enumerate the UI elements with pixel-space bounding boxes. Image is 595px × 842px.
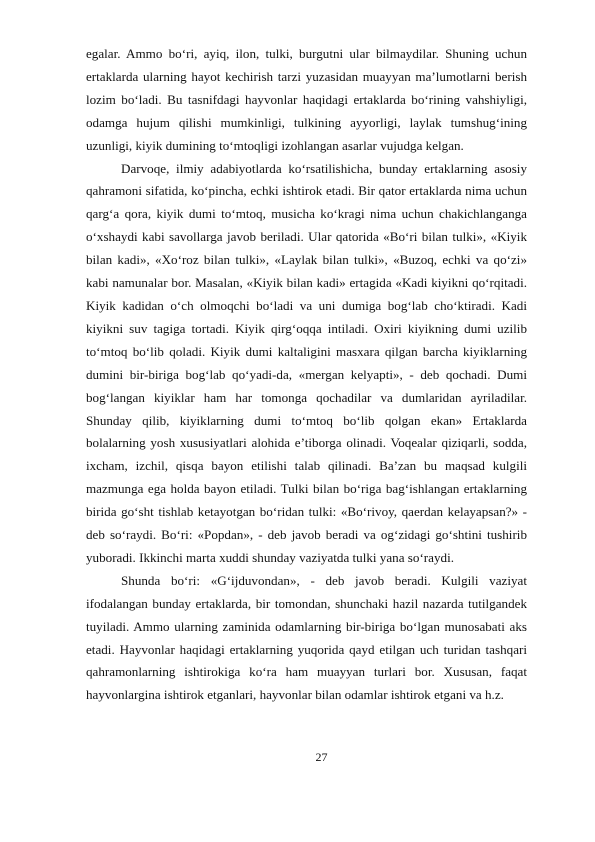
paragraph: Darvoqe, ilmiy adabiyotlarda ko‘rsatilishicha, bunday ertaklarning asosiy qahramoni sifatida, ko‘pincha, echki ishtirok etadi. Bir qator ertaklarda nima uchun qarg‘a qora, kiyik dumi to‘mtoq, musicha ko‘kragi nima uchun chakichlanganga o‘xshaydi kabi savollarga javob beriladi. Ular qatorida «Bo‘ri bilan tulki», «Kiyik bilan kadi», «Xo‘roz bilan tulki», «Laylak bilan tulki», «Buzoq, echki va qo‘zi» kabi namunalar bor. Masalan, «Kiyik bilan kadi» ertagida «Kadi kiyikni qo‘rqitadi. Kiyik kadidan o‘ch olmoqchi bo‘ladi va uni dumiga bog‘lab cho‘ktiradi. Kadi kiyikni suv tagiga tortadi. Kiyik qirg‘oqqa intiladi. Oxiri kiyikning dumi uzilib to‘mtoq bo‘lib qoladi. Kiyik dumi kaltaligini masxara qilgan barcha kiyiklarning dumini bir-biriga bog‘lab qo‘yadi-da, «mergan kelyapti», - deb qochadi. Dumi bog‘langan kiyiklar ham har tomonga qochadilar va dumlaridan ayriladilar. Shunday qilib, kiyiklarning dumi to‘mtoq bo‘lib qolgan ekan» Ertaklarda bolalarning yosh xususiyatlari alohida e’tiborga olinadi. Voqealar qiziqarli, sodda, ixcham, izchil, qisqa bayon etilishi talab qilinadi. Ba’zan bu maqsad kulgili mazmunga ega holda bayon etiladi. Tulki bilan bo‘riga bag‘ishlangan ertaklarning birida go‘sht tishlab ketayotgan bo‘ridan tulki: «Bo‘rivoy, qaerdan kelayapsan?» - deb so‘raydi. Bo‘ri: «Popdan», - deb javob beradi va og‘zidagi go‘shtini tushirib yuboradi. Ikkinchi marta xuddi shunday vaziyatda tulki yana so‘raydi. bbox=[86, 160, 527, 565]
paragraph: egalar. Ammo bo‘ri, ayiq, ilon, tulki, burgutni ular bilmaydilar. Shuning uchun ertaklarda ularning hayot kechirish tarzi yuzasidan muayyan ma’lumotlarni berish lozim bo‘ladi. Bu tasnifdagi hayvonlar haqidagi ertaklarda bo‘rining vahshiyligi, odamga hujum qilishi mumkinligi, tulkining ayyorligi, laylak tumshug‘ining uzunligi, kiyik dumining to‘mtoqligi izohlangan asarlar vujudga kelgan. bbox=[86, 46, 527, 153]
paragraph: Shunda bo‘ri: «G‘ijduvondan», - deb javob beradi. Kulgili vaziyat ifodalangan bunday ertaklarda, bir tomondan, shunchaki hazil nazarda tutilgandek tuyiladi. Ammo ularning zaminida odamlarning bir-biriga bo‘lgan munosabati aks etadi. Hayvonlar haqidagi ertaklarning yuqorida qayd etilgan uch turidan tashqari qahramonlarning ishtirokiga ko‘ra ham muayyan turlari bor. Xususan, faqat hayvonlargina ishtirok etganlari, hayvonlar bilan odamlar ishtirok etgani va h.z. bbox=[86, 572, 527, 703]
page-number: 27 bbox=[315, 750, 328, 764]
document-body bbox=[86, 43, 527, 707]
